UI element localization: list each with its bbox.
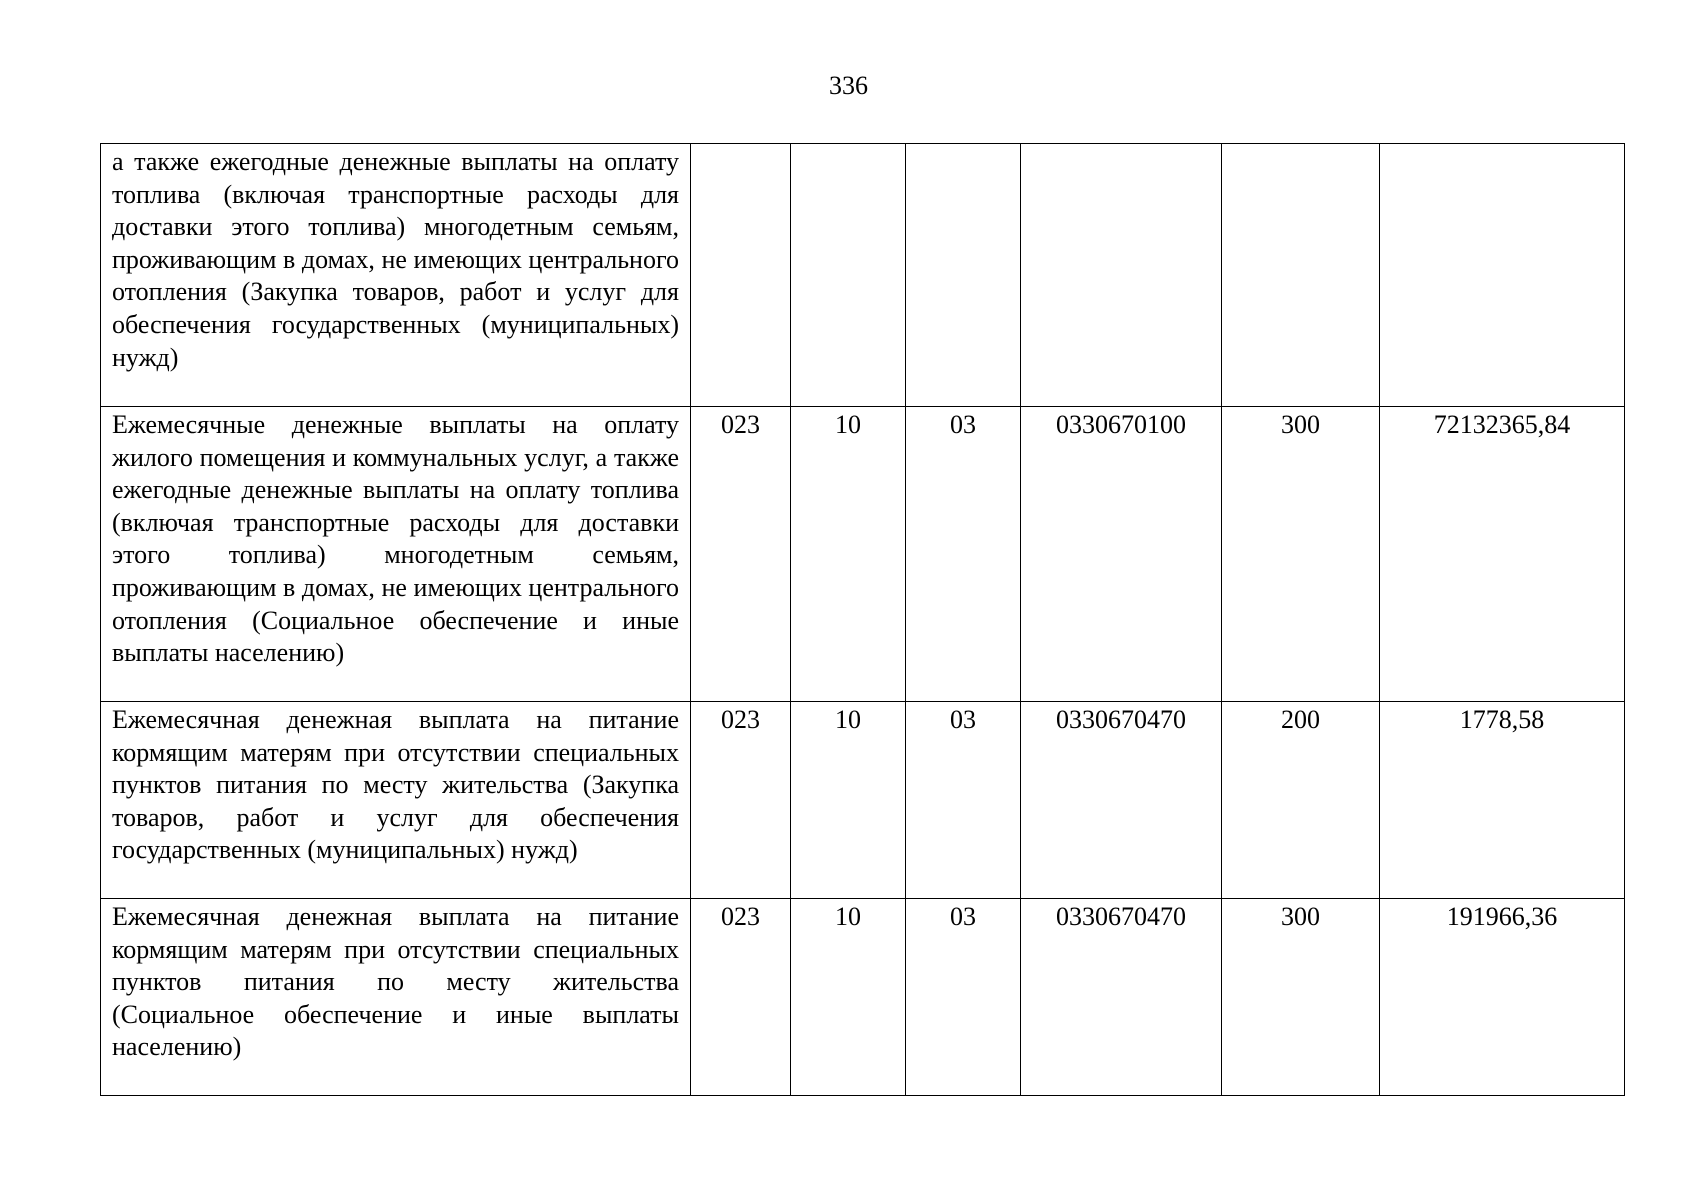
table-row bbox=[101, 899, 1625, 1096]
subsection-code-cell: 03 bbox=[906, 407, 1021, 702]
section-code-cell: 10 bbox=[791, 899, 906, 1096]
section-code-cell bbox=[791, 144, 906, 407]
target-article-cell: 0330670470 bbox=[1021, 899, 1222, 1096]
expense-type-cell: 300 bbox=[1222, 899, 1380, 1096]
expense-type-cell bbox=[1222, 144, 1380, 407]
row-description: Ежемесячные денежные выплаты на оплату жилого помещения и коммунальных услуг, а также ежегодные денежные выплаты на оплату топлива (включая транспортные расходы для доставки этого топлива) многодетным семьям, проживающим в домах, не имеющих центрального отопления (Социальное обеспечение и иные выплаты населению) bbox=[101, 407, 691, 702]
target-article-cell: 0330670470 bbox=[1021, 702, 1222, 899]
amount-cell: 1778,58 bbox=[1380, 702, 1625, 899]
ministry-code-cell: 023 bbox=[691, 702, 791, 899]
table-row bbox=[101, 144, 1625, 407]
target-article-cell bbox=[1021, 144, 1222, 407]
ministry-code-cell: 023 bbox=[691, 899, 791, 1096]
subsection-code-cell bbox=[906, 144, 1021, 407]
section-code-cell: 10 bbox=[791, 407, 906, 702]
amount-cell bbox=[1380, 144, 1625, 407]
table-row bbox=[101, 702, 1625, 899]
table-row bbox=[101, 407, 1625, 702]
section-code-cell: 10 bbox=[791, 702, 906, 899]
row-description: Ежемесячная денежная выплата на питание кормящим матерям при отсутствии специальных пунктов питания по месту жительства (Социальное обеспечение и иные выплаты населению) bbox=[101, 899, 691, 1096]
row-description: а также ежегодные денежные выплаты на оплату топлива (включая транспортные расходы для доставки этого топлива) многодетным семьям, проживающим в домах, не имеющих центрального отопления (Закупка товаров, работ и услуг для обеспечения государственных (муниципальных) нужд) bbox=[101, 144, 691, 407]
budget-table bbox=[100, 143, 1625, 1096]
page-number: 336 bbox=[829, 71, 868, 100]
target-article-cell: 0330670100 bbox=[1021, 407, 1222, 702]
row-description: Ежемесячная денежная выплата на питание кормящим матерям при отсутствии специальных пунктов питания по месту жительства (Закупка товаров, работ и услуг для обеспечения государственных (муниципальных) нужд) bbox=[101, 702, 691, 899]
amount-cell: 191966,36 bbox=[1380, 899, 1625, 1096]
amount-cell: 72132365,84 bbox=[1380, 407, 1625, 702]
expense-type-cell: 300 bbox=[1222, 407, 1380, 702]
ministry-code-cell bbox=[691, 144, 791, 407]
subsection-code-cell: 03 bbox=[906, 702, 1021, 899]
subsection-code-cell: 03 bbox=[906, 899, 1021, 1096]
expense-type-cell: 200 bbox=[1222, 702, 1380, 899]
ministry-code-cell: 023 bbox=[691, 407, 791, 702]
